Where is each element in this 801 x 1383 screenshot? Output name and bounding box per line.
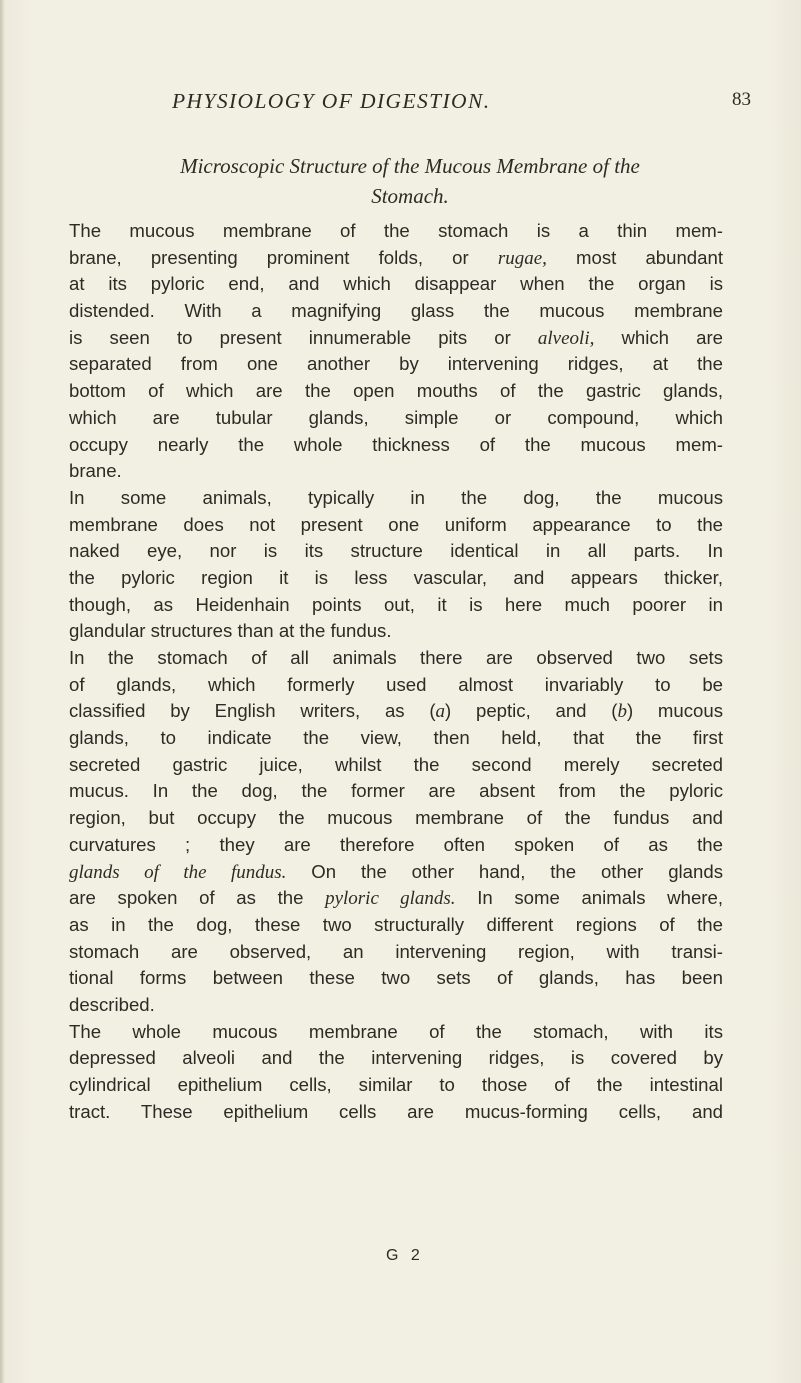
body-text: [69, 218, 723, 1125]
text-line: the pyloric region it is less vascular, and appears thicker,: [69, 566, 723, 588]
signature-mark: G 2: [386, 1247, 424, 1264]
running-head-title: PHYSIOLOGY OF DIGESTION.: [172, 89, 491, 113]
text-line: at its pyloric end, and which disappear when the organ is: [69, 273, 723, 295]
text-line: which are tubular glands, simple or compound, which: [69, 406, 723, 428]
text-line: distended. With a magnifying glass the mucous membrane: [69, 300, 723, 322]
running-head: [0, 89, 801, 119]
text-line: bottom of which are the open mouths of the gastric glands,: [69, 380, 723, 402]
text-line: tract. These epithelium cells are mucus-forming cells, and: [69, 1100, 723, 1122]
text-line: though, as Heidenhain points out, it is here much poorer in: [69, 593, 723, 615]
text-line: described.: [69, 993, 155, 1015]
section-heading-line-2: Stomach.: [371, 184, 449, 208]
text-line: cylindrical epithelium cells, similar to those of the intestinal: [69, 1074, 723, 1095]
text-line: are spoken of as the pyloric glands. In some animals where,: [69, 887, 723, 910]
gutter-shadow: [0, 0, 5, 1383]
term-glands-of-the-fundus: glands of the fundus.: [69, 861, 287, 883]
term-rugae: rugae,: [497, 247, 547, 269]
text-line: The mucous membrane of the stomach is a thin mem-: [69, 220, 723, 241]
text-line: occupy nearly the whole thickness of the mucous mem-: [69, 433, 723, 455]
text-line: brane.: [69, 460, 122, 482]
text-line: brane, presenting prominent folds, or rugae, most abundant: [69, 246, 723, 269]
text-line: In some animals, typically in the dog, the mucous: [69, 486, 723, 508]
text-line: stomach are observed, an intervening region, with transi-: [69, 940, 723, 962]
section-heading: [160, 151, 660, 211]
text-line: secreted gastric juice, whilst the second merely secreted: [69, 753, 723, 775]
text-line: glands, to indicate the view, then held, that the first: [69, 727, 723, 749]
text-line: curvatures ; they are therefore often spoken of as the: [69, 833, 723, 855]
section-heading-line-1: Microscopic Structure of the Mucous Membrane of the: [180, 154, 640, 178]
text-line: glandular structures than at the fundus.: [69, 620, 392, 642]
text-line: glands of the fundus. On the other hand, the other glands: [69, 860, 724, 883]
text-line: mucus. In the dog, the former are absent from the pyloric: [69, 780, 723, 802]
text-line: region, but occupy the mucous membrane of the fundus and: [69, 807, 723, 829]
text-line: In the stomach of all animals there are observed two sets: [69, 647, 723, 668]
term-alveoli: alveoli,: [537, 327, 595, 349]
term-pyloric-glands: pyloric glands.: [325, 888, 456, 910]
page-number: 83: [732, 89, 751, 110]
text-line: depressed alveoli and the intervening ridges, is covered by: [69, 1047, 723, 1069]
text-line: separated from one another by intervening ridges, at the: [69, 353, 723, 375]
text-line: as in the dog, these two structurally different regions of the: [69, 913, 723, 935]
text-line: is seen to present innumerable pits or alveoli, which are: [69, 326, 724, 349]
text-line: naked eye, nor is its structure identical in all parts. In: [69, 540, 723, 562]
text-line: tional forms between these two sets of glands, has been: [69, 967, 723, 989]
text-line: of glands, which formerly used almost invariably to be: [69, 673, 723, 695]
text-line: The whole mucous membrane of the stomach, with its: [69, 1020, 723, 1042]
text-line: classified by English writers, as (a) peptic, and (b) mucous: [69, 700, 724, 723]
text-line: membrane does not present one uniform appearance to the: [69, 513, 723, 535]
